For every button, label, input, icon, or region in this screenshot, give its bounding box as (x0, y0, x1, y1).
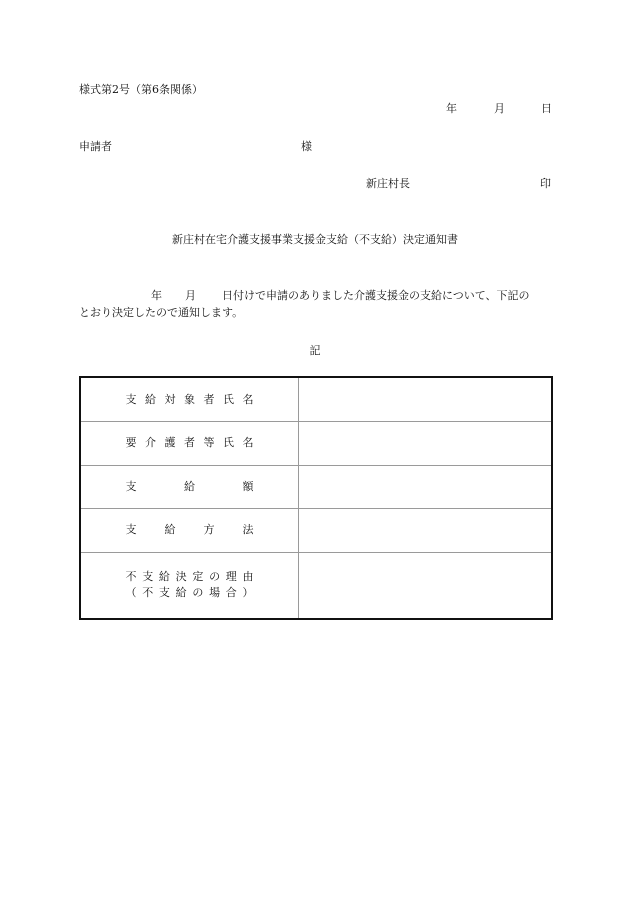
applicant-label: 申請者 (79, 140, 112, 153)
value-amount[interactable] (299, 465, 553, 508)
date-day: 日 (541, 102, 552, 115)
label-care-recipient-name: 要介護者等氏名 (125, 436, 254, 450)
label-payment-method: 支給方法 (125, 523, 254, 537)
value-payment-method[interactable] (299, 509, 553, 552)
issuer-seal: 印 (540, 177, 551, 190)
issuer-mayor: 新庄村長 (366, 177, 410, 190)
row-label-cell (80, 422, 299, 465)
table-row (80, 552, 552, 619)
body-line2: とおり決定したので通知します。 (79, 306, 244, 319)
form-number: 様式第2号（第6条関係） (79, 83, 203, 96)
ki-heading: 記 (309, 344, 321, 357)
value-refusal-reason[interactable] (299, 552, 553, 619)
label-recipient-name: 支給対象者氏名 (125, 392, 254, 406)
value-recipient-name[interactable] (299, 377, 553, 422)
row-label-cell (80, 552, 299, 619)
table-row (80, 465, 552, 508)
label-amount: 支給額 (125, 479, 254, 493)
body-year: 年 (151, 289, 162, 302)
decision-table (79, 376, 553, 620)
body-month: 月 (185, 289, 196, 302)
date-month: 月 (494, 102, 505, 115)
table-row (80, 422, 552, 465)
label-refusal-condition: （不支給の場合） (125, 586, 254, 600)
label-refusal-reason: 不支給決定の理由 (125, 570, 254, 584)
table-row (80, 509, 552, 552)
table-row (80, 377, 552, 422)
body-line1: 日付けで申請のありました介護支援金の支給について、下記の (222, 289, 530, 302)
value-care-recipient-name[interactable] (299, 422, 553, 465)
row-label-cell (80, 509, 299, 552)
document-title: 新庄村在宅介護支援事業支援金支給（不支給）決定通知書 (172, 233, 458, 246)
row-label-cell (80, 377, 299, 422)
row-label-cell (80, 465, 299, 508)
applicant-honorific: 様 (301, 140, 312, 153)
date-year: 年 (446, 102, 457, 115)
